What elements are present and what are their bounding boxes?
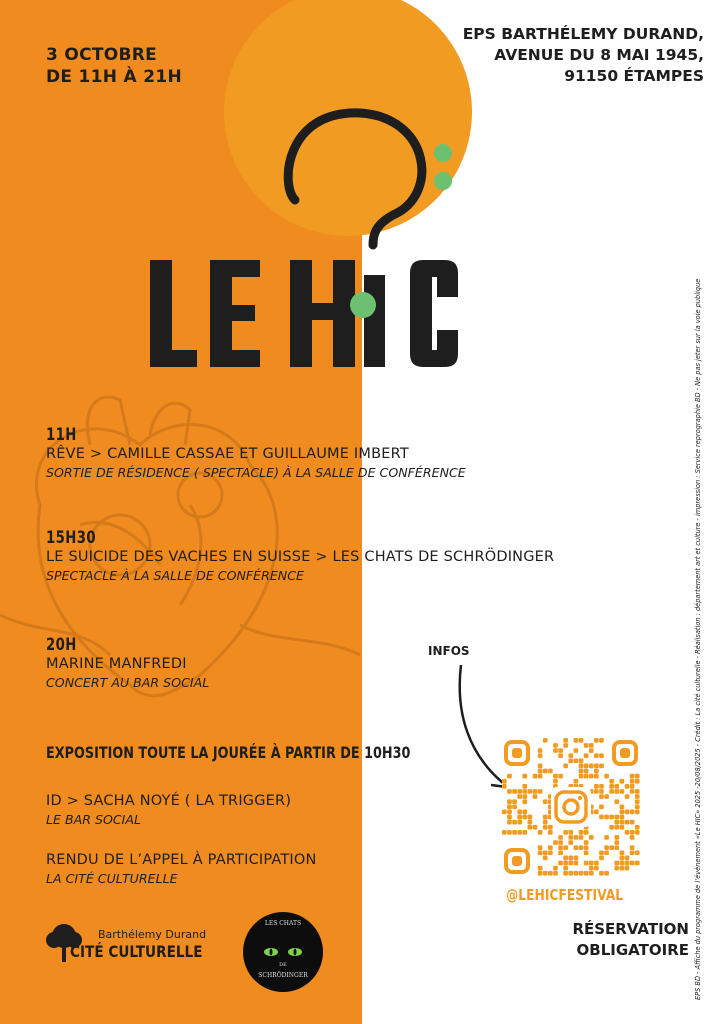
qr-module — [558, 845, 563, 850]
address-line-1: EPS BARTHÉLEMY DURAND, — [462, 25, 704, 43]
qr-module — [589, 866, 594, 871]
qr-module — [543, 815, 548, 820]
slot-time: 15H30 — [46, 528, 96, 548]
date-hours: DE 11H À 21H — [46, 67, 183, 87]
qr-module — [512, 820, 517, 825]
qr-module — [568, 758, 573, 763]
qr-module — [538, 845, 543, 850]
address-line-2: AVENUE DU 8 MAI 1945, — [494, 46, 704, 64]
qr-module — [630, 845, 635, 850]
qr-module — [507, 799, 512, 804]
credit-text: EPS BD - Affiche du programme de l’évènement «Le HIC» 2025 -20/08/2025 - Crédit : La cité culturelle - Réalisation : département art et culture - impression : Service reprographie BD - Ne pas jeter sur la voie publique — [694, 278, 702, 1000]
qr-module — [558, 861, 563, 866]
letter-e — [210, 260, 260, 367]
qr-module — [507, 804, 512, 809]
letter-h — [290, 260, 355, 367]
qr-module — [609, 784, 614, 789]
qr-module — [543, 856, 548, 861]
qr-module — [538, 748, 543, 753]
qr-module — [609, 789, 614, 794]
exhibition-title: ID > SACHA NOYÉ ( LA TRIGGER) — [46, 793, 292, 809]
qr-module — [584, 850, 589, 855]
qr-module — [574, 758, 579, 763]
qr-module — [512, 830, 517, 835]
qr-module — [599, 804, 604, 809]
qr-module — [574, 871, 579, 876]
qr-module — [502, 779, 507, 784]
program-slot-3 — [46, 635, 209, 691]
qr-module — [594, 753, 599, 758]
qr-module — [630, 774, 635, 779]
instagram-handle[interactable]: @LEHICFESTIVAL — [506, 886, 624, 904]
qr-module — [512, 799, 517, 804]
qr-module — [614, 861, 619, 866]
slot-title: LE SUICIDE DES VACHES EN SUISSE > LES CHATS DE SCHRÖDINGER — [46, 549, 555, 565]
qr-module — [563, 861, 568, 866]
qr-module — [574, 748, 579, 753]
qr-module — [522, 799, 527, 804]
green-dot-mid — [434, 172, 452, 190]
qr-module — [507, 789, 512, 794]
qr-module — [620, 850, 625, 855]
event-address — [463, 24, 704, 87]
qr-module — [558, 840, 563, 845]
qr-module — [553, 871, 558, 876]
qr-module — [563, 871, 568, 876]
qr-module — [630, 779, 635, 784]
qr-module — [630, 835, 635, 840]
qr-module — [630, 850, 635, 855]
qr-module — [594, 866, 599, 871]
qr-module — [635, 779, 640, 784]
exhibition-title: RENDU DE L’APPEL À PARTICIPATION — [46, 852, 317, 868]
qr-module — [528, 815, 533, 820]
program-slot-1 — [46, 425, 466, 481]
slot-time: 11H — [46, 425, 77, 445]
qr-module — [594, 774, 599, 779]
exhibition-item-2 — [46, 851, 317, 887]
qr-module — [568, 840, 573, 845]
qr-module — [609, 815, 614, 820]
qr-module — [522, 794, 527, 799]
qr-module — [630, 820, 635, 825]
qr-module — [584, 769, 589, 774]
qr-module — [625, 784, 630, 789]
qr-module — [614, 789, 619, 794]
qr-module — [548, 769, 553, 774]
qr-module — [517, 820, 522, 825]
qr-module — [538, 774, 543, 779]
qr-module — [635, 810, 640, 815]
qr-module — [594, 861, 599, 866]
qr-module — [599, 738, 604, 743]
qr-module — [574, 845, 579, 850]
infos-label: INFOS — [428, 644, 470, 658]
qr-module — [620, 856, 625, 861]
qr-module — [563, 738, 568, 743]
qr-module — [507, 810, 512, 815]
qr-module — [614, 825, 619, 830]
qr-module — [620, 866, 625, 871]
qr-module — [522, 810, 527, 815]
qr-module — [517, 789, 522, 794]
qr-module — [614, 866, 619, 871]
qr-module — [594, 769, 599, 774]
qr-module — [599, 764, 604, 769]
qr-module — [579, 830, 584, 835]
qr-module — [599, 815, 604, 820]
qr-module — [558, 748, 563, 753]
qr-module — [522, 830, 527, 835]
qr-module — [563, 866, 568, 871]
green-dot-i — [350, 292, 376, 318]
qr-module — [533, 789, 538, 794]
qr-module — [609, 845, 614, 850]
qr-module — [563, 856, 568, 861]
qr-module — [630, 784, 635, 789]
qr-module — [589, 748, 594, 753]
qr-module — [635, 774, 640, 779]
exhibition-heading: EXPOSITION TOUTE LA JOURÉE À PARTIR DE 10H30 — [46, 743, 411, 762]
qr-module — [579, 758, 584, 763]
qr-module — [579, 738, 584, 743]
qr-module — [584, 871, 589, 876]
qr-module — [538, 866, 543, 871]
qr-module — [625, 856, 630, 861]
qr-module — [522, 774, 527, 779]
qr-module — [574, 738, 579, 743]
reservation-notice — [572, 919, 689, 961]
qr-module — [635, 861, 640, 866]
program-slot-2 — [46, 528, 554, 584]
qr-module — [609, 825, 614, 830]
qr-module — [579, 871, 584, 876]
qr-module — [625, 861, 630, 866]
qr-module — [579, 764, 584, 769]
qr-module — [568, 861, 573, 866]
qr-module — [630, 810, 635, 815]
qr-module — [594, 764, 599, 769]
qr-module — [528, 825, 533, 830]
slot-subtitle: SORTIE DE RÉSIDENCE ( SPECTACLE) À LA SALLE DE CONFÉRENCE — [46, 465, 466, 480]
qr-module — [568, 856, 573, 861]
qr-module — [635, 799, 640, 804]
qr-module — [522, 815, 527, 820]
qr-module — [584, 753, 589, 758]
qr-module — [614, 845, 619, 850]
qr-module — [620, 779, 625, 784]
qr-module — [538, 830, 543, 835]
letter-i — [364, 275, 385, 367]
qr-module — [538, 753, 543, 758]
qr-module — [502, 784, 507, 789]
qr-module — [517, 794, 522, 799]
qr-module — [589, 835, 594, 840]
qr-module — [604, 845, 609, 850]
qr-module — [635, 830, 640, 835]
qr-module — [614, 835, 619, 840]
qr-module — [599, 850, 604, 855]
qr-module — [599, 789, 604, 794]
slot-subtitle: SPECTACLE À LA SALLE DE CONFÉRENCE — [46, 568, 304, 583]
qr-module — [635, 794, 640, 799]
qr-module — [599, 784, 604, 789]
qr-module — [553, 748, 558, 753]
qr-module — [558, 835, 563, 840]
qr-module — [625, 866, 630, 871]
letter-l — [150, 260, 197, 367]
qr-module — [538, 764, 543, 769]
qr-module — [579, 774, 584, 779]
qr-module — [584, 774, 589, 779]
qr-module — [528, 789, 533, 794]
qr-module — [599, 871, 604, 876]
qr-module — [543, 769, 548, 774]
qr-module — [568, 835, 573, 840]
qr-module — [635, 825, 640, 830]
qr-module — [512, 804, 517, 809]
qr-module — [625, 810, 630, 815]
qr-module — [620, 825, 625, 830]
qr-module — [609, 779, 614, 784]
qr-module — [563, 830, 568, 835]
qr-module — [574, 779, 579, 784]
slot-time: 20H — [46, 635, 77, 655]
qr-module — [620, 789, 625, 794]
qr-module — [548, 850, 553, 855]
date-day: 3 OCTOBRE — [46, 45, 158, 65]
qr-module — [533, 794, 538, 799]
qr-module — [614, 820, 619, 825]
qr-module — [625, 830, 630, 835]
qr-module — [594, 738, 599, 743]
qr-module — [589, 774, 594, 779]
qr-module — [517, 830, 522, 835]
qr-module — [614, 799, 619, 804]
qr-module — [604, 774, 609, 779]
qr-module — [548, 871, 553, 876]
qr-module — [584, 845, 589, 850]
qr-module — [558, 850, 563, 855]
qr-module — [553, 866, 558, 871]
qr-module — [568, 753, 573, 758]
chats-schrodinger-logo — [243, 912, 323, 992]
exhibition-subtitle: LA CITÉ CULTURELLE — [46, 871, 178, 886]
qr-module — [579, 769, 584, 774]
qr-module — [507, 774, 512, 779]
le-hic-logo — [145, 75, 465, 375]
qr-module — [538, 850, 543, 855]
exhibition-item-1 — [46, 792, 291, 828]
cite-culturelle-logo — [44, 922, 224, 972]
qr-module — [604, 871, 609, 876]
qr-module — [558, 774, 563, 779]
qr-module — [543, 871, 548, 876]
qr-module — [574, 861, 579, 866]
qr-module — [604, 835, 609, 840]
exhibition-subtitle: LE BAR SOCIAL — [46, 812, 142, 827]
qr-module — [584, 840, 589, 845]
qr-module — [507, 830, 512, 835]
qr-module — [502, 810, 507, 815]
qr-module — [604, 815, 609, 820]
qr-module — [533, 774, 538, 779]
qr-code[interactable] — [502, 738, 640, 876]
chats-logo-mid: DE — [279, 962, 287, 968]
qr-module — [630, 789, 635, 794]
qr-module — [522, 784, 527, 789]
qr-module — [584, 830, 589, 835]
qr-module — [579, 835, 584, 840]
qr-module — [543, 738, 548, 743]
qr-module — [584, 743, 589, 748]
reservation-line-1: RÉSERVATION — [572, 920, 689, 938]
qr-module — [502, 830, 507, 835]
qr-module — [563, 845, 568, 850]
qr-module — [538, 789, 543, 794]
qr-module — [548, 845, 553, 850]
qr-module — [574, 856, 579, 861]
qr-module — [594, 784, 599, 789]
qr-module — [579, 845, 584, 850]
qr-module — [533, 825, 538, 830]
qr-module — [620, 804, 625, 809]
address-line-3: 91150 ÉTAMPES — [564, 67, 704, 85]
qr-module — [568, 871, 573, 876]
qr-module — [553, 840, 558, 845]
letter-c — [410, 260, 458, 367]
qr-module — [630, 861, 635, 866]
qr-module — [563, 764, 568, 769]
instagram-icon — [551, 787, 591, 827]
qr-module — [548, 825, 553, 830]
qr-module — [563, 743, 568, 748]
qr-module — [553, 743, 558, 748]
qr-module — [620, 861, 625, 866]
qr-module — [599, 856, 604, 861]
qr-module — [589, 743, 594, 748]
slot-title: RÊVE > CAMILLE CASSAE ET GUILLAUME IMBERT — [46, 446, 409, 462]
qr-module — [589, 861, 594, 866]
qr-module — [604, 794, 609, 799]
qr-module — [589, 871, 594, 876]
qr-module — [558, 753, 563, 758]
qr-module — [599, 753, 604, 758]
cat-eyes-icon — [243, 912, 323, 992]
qr-module — [599, 794, 604, 799]
qr-module — [620, 810, 625, 815]
qr-module — [507, 815, 512, 820]
qr-module — [625, 820, 630, 825]
green-dot-top — [434, 144, 452, 162]
qr-module — [538, 871, 543, 876]
slot-title: MARINE MANFREDI — [46, 656, 187, 672]
chats-logo-top: LES CHATS — [264, 920, 302, 927]
qr-module — [604, 850, 609, 855]
qr-module — [625, 794, 630, 799]
qr-module — [517, 815, 522, 820]
qr-module — [543, 820, 548, 825]
cite-logo-top: Barthélemy Durand — [98, 928, 207, 941]
qr-module — [538, 769, 543, 774]
cite-logo-bottom: CITÉ CULTURELLE — [70, 942, 203, 961]
qr-module — [635, 804, 640, 809]
qr-module — [568, 830, 573, 835]
qr-module — [594, 810, 599, 815]
qr-module — [614, 815, 619, 820]
qr-module — [635, 789, 640, 794]
qr-module — [543, 850, 548, 855]
qr-module — [507, 820, 512, 825]
qr-module — [614, 840, 619, 845]
qr-module — [589, 764, 594, 769]
qr-module — [635, 850, 640, 855]
qr-module — [522, 789, 527, 794]
qr-module — [584, 861, 589, 866]
qr-module — [553, 774, 558, 779]
reservation-line-2: OBLIGATOIRE — [576, 941, 689, 959]
qr-module — [584, 764, 589, 769]
qr-module — [543, 825, 548, 830]
qr-module — [512, 789, 517, 794]
qr-module — [517, 810, 522, 815]
qr-module — [620, 820, 625, 825]
qr-module — [548, 830, 553, 835]
chats-logo-bottom: SCHRÖDINGER — [258, 972, 308, 979]
qr-module — [614, 784, 619, 789]
qr-module — [528, 820, 533, 825]
question-mark-icon — [288, 113, 422, 245]
qr-module — [594, 789, 599, 794]
slot-subtitle: CONCERT AU BAR SOCIAL — [46, 675, 210, 690]
qr-module — [620, 815, 625, 820]
qr-module — [630, 830, 635, 835]
qr-module — [553, 779, 558, 784]
qr-module — [574, 835, 579, 840]
qr-module — [543, 799, 548, 804]
